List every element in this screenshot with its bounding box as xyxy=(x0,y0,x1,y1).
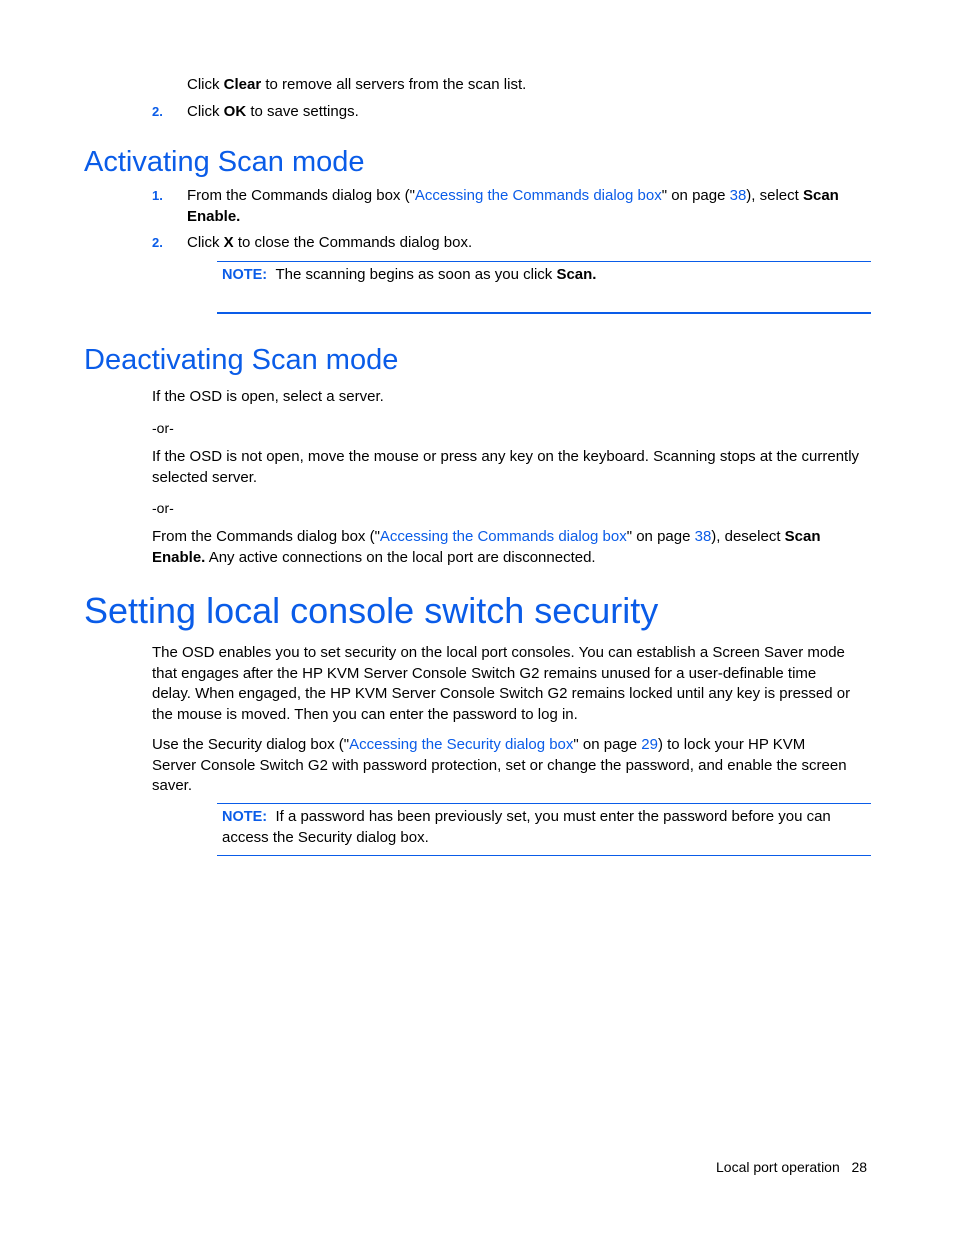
x-term: X xyxy=(223,234,234,251)
note-label: NOTE: xyxy=(222,267,268,283)
page-number: 28 xyxy=(851,1159,868,1175)
heading-deactivating-scan-mode: Deactivating Scan mode xyxy=(84,344,399,376)
ok-term: OK xyxy=(223,103,247,120)
or-separator: -or- xyxy=(152,500,174,516)
note-text: access the Security dialog box. xyxy=(222,828,429,846)
note-text: If a password has been previously set, you must enter the password before you can xyxy=(275,808,831,825)
step-text: ), select xyxy=(746,187,803,204)
paragraph-text: " on page xyxy=(626,528,695,545)
link-page-38[interactable]: 38 xyxy=(729,187,747,204)
step-text: " on page xyxy=(661,187,730,204)
note-bottom-rule xyxy=(217,312,871,314)
paragraph-line: Server Console Switch G2 with password protection, set or change the password, and enable the screen xyxy=(152,756,847,774)
step-number: 2. xyxy=(152,235,163,250)
step-text: From the Commands dialog box (" xyxy=(187,187,415,204)
security-paragraph-1 xyxy=(152,643,850,725)
deactivating-paragraph-3 xyxy=(152,527,877,568)
paragraph-line: saver. xyxy=(152,777,193,794)
note-label: NOTE: xyxy=(222,809,268,825)
note-top-rule xyxy=(217,803,871,804)
activating-step-2 xyxy=(187,233,472,254)
scan-term: Scan xyxy=(802,187,839,204)
scan-term: Scan xyxy=(784,528,821,545)
paragraph-line: the mouse is moved. Then you can enter the password to log in. xyxy=(152,705,578,723)
step-continuation xyxy=(187,75,526,96)
paragraph-text: ), deselect xyxy=(711,528,785,545)
footer-section-title: Local port operation xyxy=(716,1159,840,1175)
paragraph-text: ) to lock your HP KVM xyxy=(657,736,806,753)
step-text: to save settings. xyxy=(246,103,359,120)
paragraph-text: " on page xyxy=(573,736,642,753)
note-password xyxy=(222,807,831,848)
note-bottom-rule xyxy=(217,855,871,856)
deactivating-paragraph-2 xyxy=(152,447,859,488)
link-accessing-security-dialog[interactable]: Accessing the Security dialog box xyxy=(349,736,574,753)
scan-term: Scan. xyxy=(556,266,597,283)
paragraph-line: that engages after the HP KVM Server Console Switch G2 remains unused for a user-definable time xyxy=(152,664,817,682)
step-number: 2. xyxy=(152,104,163,119)
enable-term: Enable. xyxy=(187,207,241,225)
paragraph-line: delay. When engaged, the HP KVM Server Console Switch G2 remains locked until any key is pressed or xyxy=(152,685,851,702)
step-text: Click xyxy=(187,234,224,251)
security-paragraph-2 xyxy=(152,735,847,797)
step-number: 1. xyxy=(152,188,163,203)
link-accessing-commands-dialog[interactable]: Accessing the Commands dialog box xyxy=(379,528,627,545)
activating-step-1 xyxy=(187,186,877,227)
enable-term: Enable. xyxy=(152,548,206,566)
note-text: The scanning begins as soon as you click xyxy=(275,266,557,283)
link-page-29[interactable]: 29 xyxy=(641,736,658,753)
or-separator: -or- xyxy=(152,420,174,436)
deactivating-paragraph-1: If the OSD is open, select a server. xyxy=(152,388,384,405)
note-scanning xyxy=(222,265,596,286)
heading-activating-scan-mode: Activating Scan mode xyxy=(84,146,365,178)
paragraph-line: The OSD enables you to set security on the local port consoles. You can establish a Screen Saver mode xyxy=(152,644,845,661)
step-2-top xyxy=(187,102,359,123)
step-text: to close the Commands dialog box. xyxy=(233,234,473,251)
footer xyxy=(716,1159,867,1175)
link-accessing-commands-dialog[interactable]: Accessing the Commands dialog box xyxy=(414,187,662,204)
step-text: to remove all servers from the scan list. xyxy=(261,76,527,93)
link-page-38[interactable]: 38 xyxy=(694,528,712,545)
paragraph-line: selected server. xyxy=(152,468,258,486)
paragraph-line: If the OSD is not open, move the mouse or press any key on the keyboard. Scanning stops at the currently xyxy=(152,448,860,465)
paragraph-text: Any active connections on the local port are disconnected. xyxy=(205,548,596,566)
step-text: Click xyxy=(187,103,224,120)
heading-local-console-switch-security: Setting local console switch security xyxy=(84,590,659,631)
paragraph-text: Use the Security dialog box (" xyxy=(152,736,350,753)
paragraph-text: From the Commands dialog box (" xyxy=(152,528,380,545)
note-top-rule xyxy=(217,261,871,262)
step-text: Click xyxy=(187,76,224,93)
clear-term: Clear xyxy=(223,76,262,93)
